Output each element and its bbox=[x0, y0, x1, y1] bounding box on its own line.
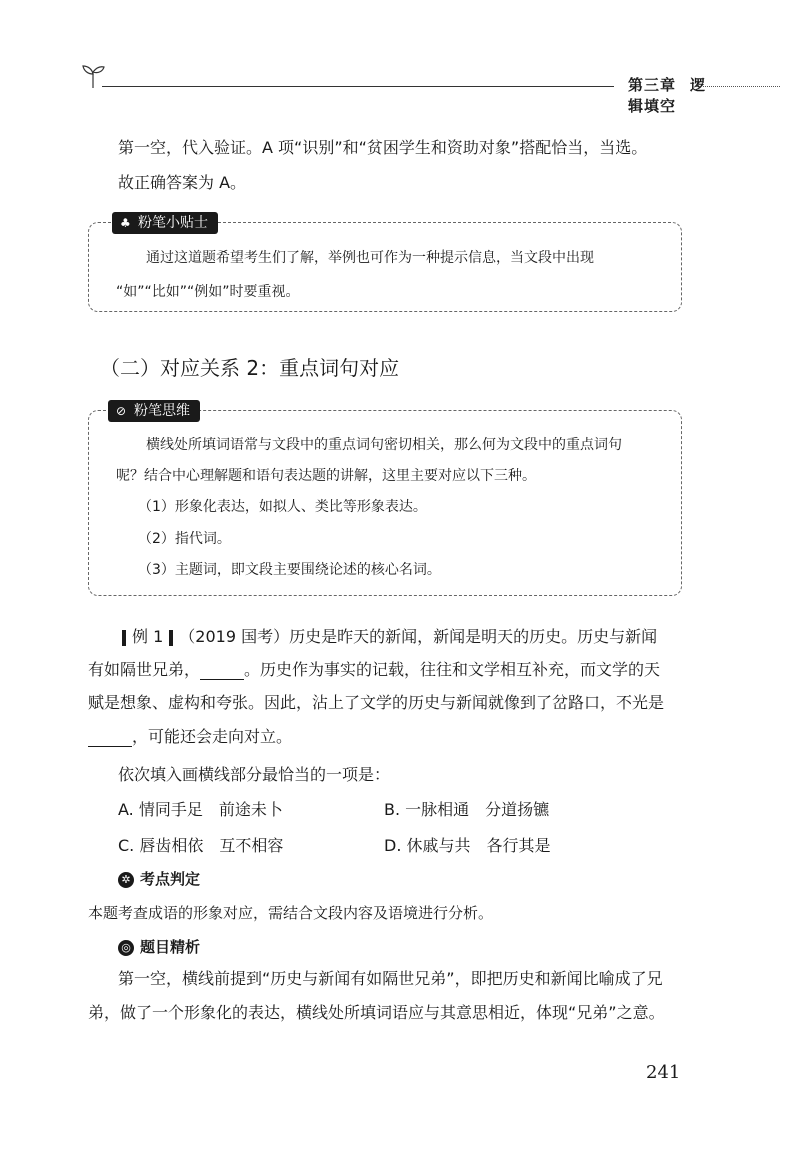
page-number: 241 bbox=[646, 1062, 681, 1083]
think-line-1: 横线处所填词语常与文段中的重点词句密切相关，那么何为文段中的重点词句 bbox=[146, 437, 622, 453]
example-line-3: 赋是想象、虚构和夸张。因此，沾上了文学的历史与新闻就像到了岔路口，不光是 bbox=[88, 693, 665, 712]
sprout-small-icon: ♣ bbox=[120, 216, 131, 230]
think-item-2: （2）指代词。 bbox=[138, 531, 231, 547]
section-title: （二）对应关系 2：重点词句对应 bbox=[100, 356, 400, 380]
tip-box-tag bbox=[112, 212, 218, 234]
think-item-3: （3）主题词，即文段主要围绕论述的核心名词。 bbox=[138, 562, 441, 578]
example-line-2 bbox=[88, 660, 660, 680]
analysis-heading-2 bbox=[118, 936, 200, 957]
example-bar-left bbox=[122, 630, 126, 646]
no-sign-icon: ⊘ bbox=[116, 404, 127, 418]
example-text-2a: 有如隔世兄弟， bbox=[88, 660, 201, 679]
analysis-text-2b: 弟，做了一个形象化的表达，横线处所填词语应与其意思相近，体现“兄弟”之意。 bbox=[88, 1003, 665, 1022]
header-rule-left bbox=[102, 86, 614, 87]
chapter-name: 逻辑填空 bbox=[628, 76, 707, 115]
analysis-text-2a: 第一空，横线前提到“历史与新闻有如隔世兄弟”，即把历史和新闻比喻成了兄 bbox=[118, 969, 663, 988]
analysis-heading-1 bbox=[118, 868, 200, 889]
chapter-title bbox=[628, 74, 720, 116]
analysis-heading-2-label: 题目精析 bbox=[140, 938, 201, 956]
example-text-4: ，可能还会走向对立。 bbox=[132, 727, 293, 746]
tip-line-2: “如”“比如”“例如”时要重视。 bbox=[116, 284, 300, 300]
option-a: A. 情同手足 前途未卜 bbox=[118, 800, 283, 819]
tip-box-title: 粉笔小贴士 bbox=[138, 215, 208, 231]
example-text-2b: 。历史作为事实的记载，往往和文学相互补充，而文学的天 bbox=[244, 660, 661, 679]
answer-blank-2 bbox=[88, 730, 132, 747]
question-prompt: 依次填入画横线部分最恰当的一项是： bbox=[118, 765, 391, 784]
option-b: B. 一脉相通 分道扬镳 bbox=[384, 800, 550, 819]
chapter-number: 第三章 bbox=[628, 76, 677, 94]
option-c: C. 唇齿相依 互不相容 bbox=[118, 836, 284, 855]
example-source: （2019 国考） bbox=[179, 627, 290, 646]
running-header bbox=[80, 62, 720, 115]
example-line-1 bbox=[116, 627, 657, 647]
example-label: 例 1 bbox=[132, 627, 164, 646]
gear-icon: ✲ bbox=[118, 872, 134, 888]
option-d: D. 休戚与共 各行其是 bbox=[384, 836, 551, 855]
think-box-title: 粉笔思维 bbox=[134, 403, 190, 419]
analysis-text-1: 本题考查成语的形象对应，需结合文段内容及语境进行分析。 bbox=[88, 904, 494, 922]
example-bar-right bbox=[169, 630, 173, 646]
example-text-1: 历史是昨天的新闻，新闻是明天的历史。历史与新闻 bbox=[289, 627, 658, 646]
think-line-2: 呢？结合中心理解题和语句表达题的讲解，这里主要对应以下三种。 bbox=[116, 468, 536, 484]
intro-line-2: 故正确答案为 A。 bbox=[118, 173, 247, 192]
analysis-heading-1-label: 考点判定 bbox=[140, 870, 201, 888]
header-rule-right bbox=[696, 86, 780, 87]
intro-line-1: 第一空，代入验证。A 项“识别”和“贫困学生和资助对象”搭配恰当，当选。 bbox=[118, 138, 648, 157]
think-item-1: （1）形象化表达，如拟人、类比等形象表达。 bbox=[138, 499, 427, 515]
example-line-4 bbox=[88, 727, 292, 747]
answer-blank-1 bbox=[200, 663, 244, 680]
target-icon: ◎ bbox=[118, 940, 134, 956]
think-box-tag bbox=[108, 400, 200, 422]
tip-line-1: 通过这道题希望考生们了解，举例也可作为一种提示信息，当文段中出现 bbox=[146, 250, 594, 266]
